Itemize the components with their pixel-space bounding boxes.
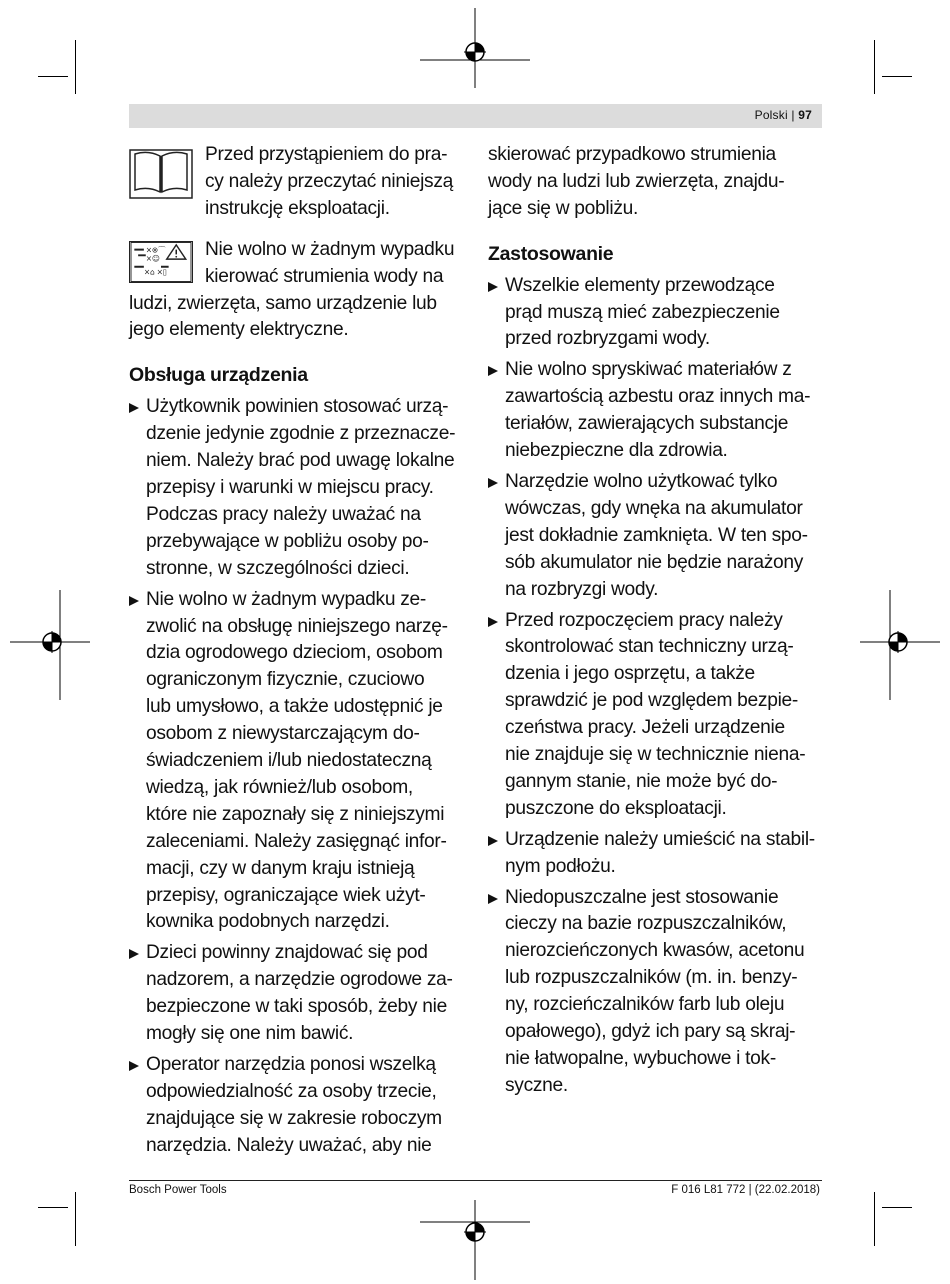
intro-line: cy należy przeczytać niniejszą (205, 170, 454, 192)
bullet-line: wiedzą, jak również/lub osobom, (146, 776, 413, 798)
page-number: 97 (798, 108, 812, 122)
bullet-line: Urządzenie należy umieścić na stabil- (505, 828, 815, 850)
svg-text:×⌂ ×▯: ×⌂ ×▯ (143, 267, 167, 277)
bullet-line: odpowiedzialność za osoby trzecie, (146, 1080, 437, 1102)
warning-line: kierować strumienia wody na (205, 265, 444, 287)
bullet-line: ny, rozcieńczalników farb lub oleju (505, 994, 785, 1016)
bullet-line: przepisy, ograniczające wiek użyt- (146, 884, 426, 906)
bullet-line: wówczas, gdy wnęka na akumulator (505, 497, 803, 519)
bullet-line: narzędzia. Należy uważać, aby nie (146, 1134, 432, 1156)
bullet-line: puszczone do eksploatacji. (505, 797, 727, 819)
bullet-line: Operator narzędzia ponosi wszelką (146, 1054, 436, 1075)
bullet-line: Narzędzie wolno użytkować tylko (505, 470, 778, 492)
bullet-triangle-icon (488, 617, 498, 627)
bullet-line: przebywające w pobliżu osoby po- (146, 530, 429, 552)
warning-line: jego elementy elektryczne. (129, 319, 349, 341)
footer-rule (129, 1180, 822, 1181)
svg-text:×⊗⌒: ×⊗⌒ (145, 245, 166, 255)
bullet-item (488, 608, 828, 823)
bullet-line: gannym stanie, nie może być do- (505, 770, 778, 792)
continuation-line: wody na ludzi lub zwierzęta, znajdu- (488, 170, 785, 192)
registration-mark-bottom-icon (420, 1190, 530, 1284)
warning-line: ludzi, zwierzęta, samo urządzenie lub (129, 292, 437, 314)
bullet-item (488, 827, 828, 881)
bullet-line: nadzorem, a narzędzie ogrodowe za- (146, 969, 453, 991)
bullet-triangle-icon (488, 478, 498, 488)
continuation-line: jące się w pobliżu. (488, 197, 639, 219)
bullet-line: przed rozbryzgami wody. (505, 328, 710, 350)
bullet-line: świadczeniem i/lub niedostateczną (146, 750, 432, 772)
bullet-line: które nie zapoznały się z niniejszymi (146, 803, 445, 825)
bullet-line: Wszelkie elementy przewodzące (505, 274, 775, 296)
bullet-item (488, 357, 828, 465)
bullet-line: niebezpieczne dla zdrowia. (505, 440, 728, 462)
bullet-line: nym podłożu. (505, 855, 616, 877)
bullet-line: Podczas pracy należy uważać na (146, 503, 421, 525)
bullet-triangle-icon (488, 282, 498, 292)
bullet-line: na rozbryzgi wody. (505, 578, 659, 600)
registration-mark-left-icon (10, 590, 90, 700)
right-column (488, 142, 828, 1100)
bullet-line: osobom z niewystarczającym do- (146, 723, 420, 745)
bullet-item (129, 587, 465, 937)
bullet-line: przepisy i warunki w miejscu pracy. (146, 476, 434, 498)
bullet-triangle-icon (488, 366, 498, 376)
bullet-line: sób akumulator nie będzie narażony (505, 551, 804, 573)
intro-line: Przed przystąpieniem do pra- (205, 144, 448, 165)
bullet-line: teriałów, zawierających substancje (505, 413, 789, 435)
left-column (129, 142, 465, 1160)
bullet-line: prąd muszą mieć zabezpieczenie (505, 301, 780, 323)
water-warning-notice (129, 237, 465, 345)
footer-left: Bosch Power Tools (129, 1184, 227, 1196)
bullet-line: zwolić na obsługę niniejszego narzę- (146, 615, 448, 637)
bullet-item (129, 940, 465, 1048)
header-text (755, 108, 812, 122)
bullet-triangle-icon (129, 403, 139, 413)
bullet-line: sprawdzić je pod względem bezpie- (505, 690, 798, 712)
header-language: Polski (754, 108, 788, 122)
bullet-line: opałowego), gdyż ich pary są skraj- (505, 1021, 796, 1043)
bullet-item (129, 394, 465, 582)
bullet-triangle-icon (129, 949, 139, 959)
section-heading: Obsługa urządzenia (129, 364, 308, 387)
bullet-triangle-icon (129, 1061, 139, 1071)
header-separator: | (791, 108, 795, 122)
page-header (129, 104, 822, 128)
bullet-line: dzia ogrodowego dzieciom, osobom (146, 642, 443, 664)
bullet-line: bezpieczone w taki sposób, żeby nie (146, 996, 447, 1018)
read-manual-notice (129, 142, 465, 223)
section-heading: Zastosowanie (488, 242, 614, 265)
bullet-item (488, 885, 828, 1100)
bullet-line: Nie wolno spryskiwać materiałów z (505, 359, 792, 381)
registration-mark-top-icon (420, 8, 530, 98)
bullet-line: niem. Należy brać pod uwagę lokalne (146, 450, 455, 472)
bullet-line: czeństwa pracy. Jeżeli urządzenie (505, 717, 785, 739)
bullet-line: skontrolować stan techniczny urzą- (505, 636, 794, 658)
bullet-line: lub rozpuszczalników (m. in. benzy- (505, 967, 798, 989)
bullet-item (488, 273, 828, 354)
bullet-item (488, 469, 828, 604)
bullet-line: dzenia i jego osprzętu, a także (505, 663, 755, 685)
bullet-item (129, 1052, 465, 1160)
bullet-line: zawartością azbestu oraz innych ma- (505, 386, 811, 408)
bullet-line: mogły się one nim bawić. (146, 1023, 354, 1045)
continuation-line: skierować przypadkowo strumienia (488, 144, 776, 165)
bullet-line: Przed rozpoczęciem pracy należy (505, 609, 783, 631)
bullet-line: zaleceniami. Należy zasięgnąć infor- (146, 830, 447, 852)
intro-line: instrukcję eksploatacji. (205, 197, 390, 219)
bullet-triangle-icon (129, 596, 139, 606)
bullet-line: jest dokładnie zamknięta. W ten spo- (505, 524, 808, 546)
bullet-line: dzenie jedynie zgodnie z przeznacze- (146, 423, 456, 445)
bullet-line: kownika podobnych narzędzi. (146, 911, 390, 933)
bullet-line: nie znajduje się w technicznie niena- (505, 744, 806, 766)
footer-right: F 016 L81 772 | (22.02.2018) (671, 1184, 820, 1196)
bullet-line: stronne, w szczególności dzieci. (146, 557, 410, 579)
bullet-line: znajdujące się w zakresie roboczym (146, 1107, 442, 1129)
warning-line: Nie wolno w żadnym wypadku (205, 238, 455, 260)
bullet-line: Dzieci powinny znajdować się pod (146, 942, 428, 964)
bullet-line: nie łatwopalne, wybuchowe i tok- (505, 1048, 776, 1069)
book-icon (129, 144, 193, 200)
registration-mark-right-icon (860, 590, 940, 700)
bullet-line: syczne. (505, 1074, 568, 1096)
continuation-paragraph (488, 142, 828, 223)
bullet-line: cieczy na bazie rozpuszczalników, (505, 913, 787, 935)
bullet-line: nierozcieńczonych kwasów, acetonu (505, 940, 805, 962)
svg-text:×☺: ×☺ (145, 253, 160, 263)
bullet-line: macji, czy w danym kraju istnieją (146, 857, 415, 879)
bullet-line: Użytkownik powinien stosować urzą- (146, 396, 449, 418)
bullet-line: Niedopuszczalne jest stosowanie (505, 886, 779, 908)
bullet-triangle-icon (488, 894, 498, 904)
bullet-line: Nie wolno w żadnym wypadku ze- (146, 588, 427, 610)
bullet-line: lub umysłowo, a także udostępnić je (146, 696, 443, 718)
bullet-triangle-icon (488, 836, 498, 846)
bullet-line: ograniczonym fizycznie, czuciowo (146, 669, 425, 691)
water-spray-warning-icon (129, 241, 193, 283)
